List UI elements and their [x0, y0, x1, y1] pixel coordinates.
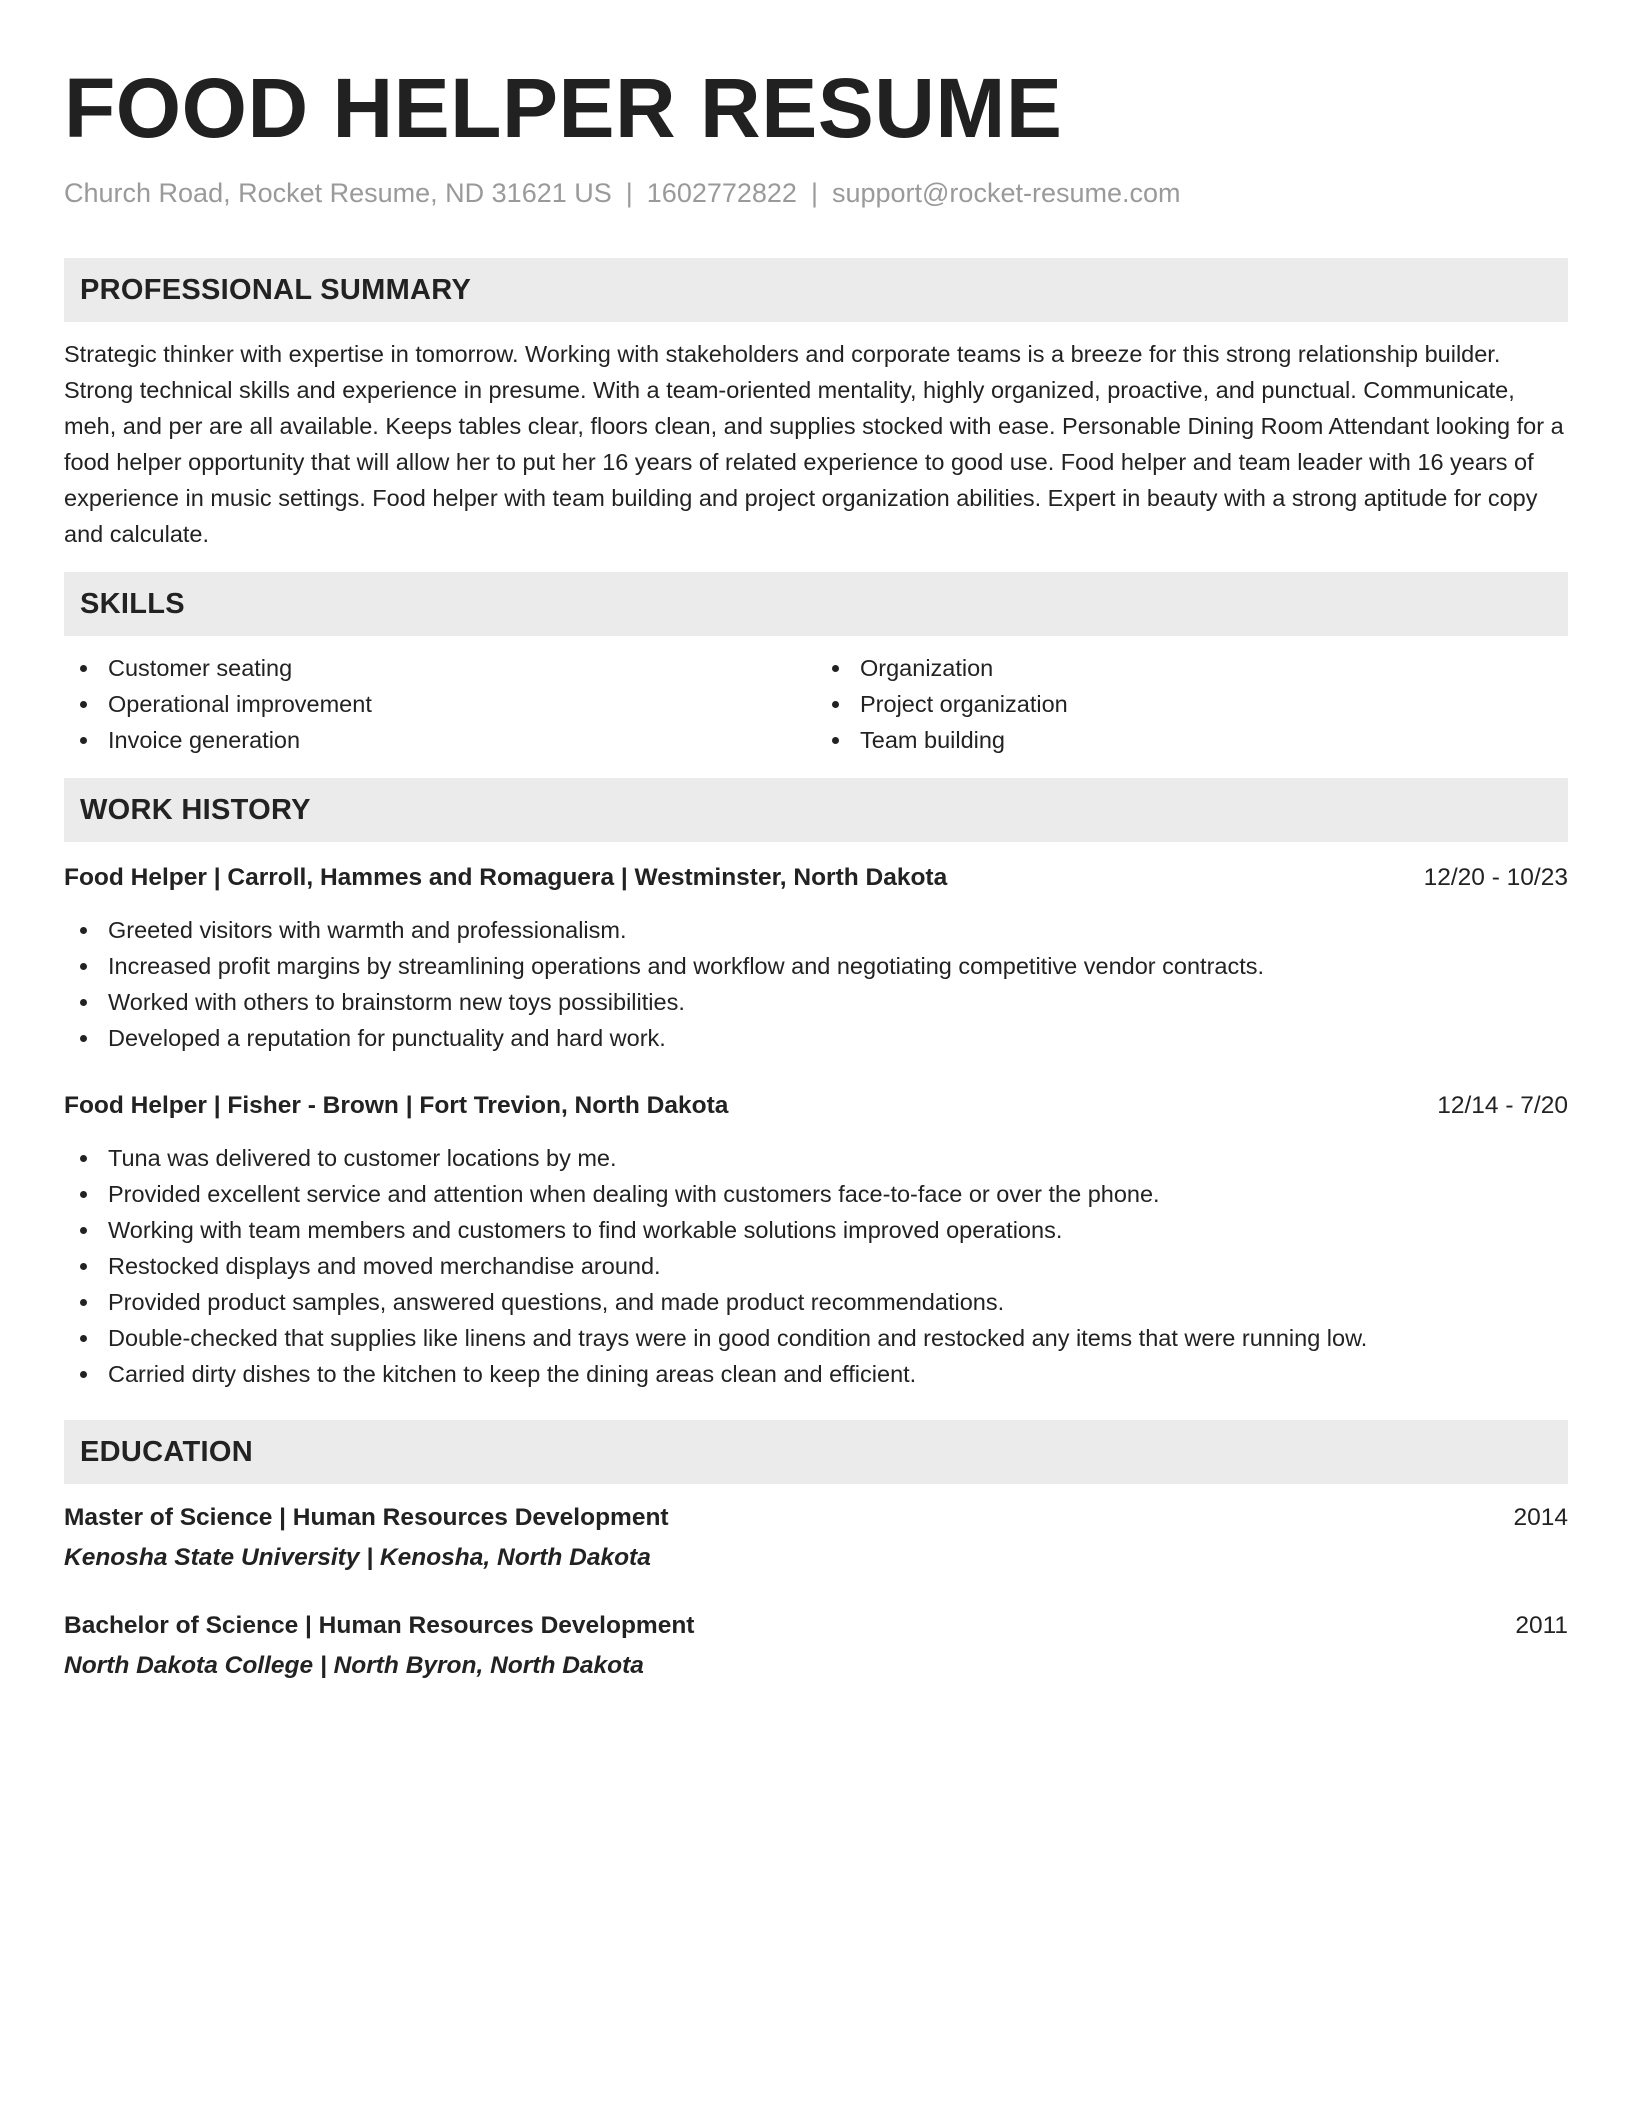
education-entry-header: [64, 1500, 1568, 1536]
degree-year: 2014: [1513, 1504, 1568, 1531]
job-title: Food Helper | Carroll, Hammes and Romaguera | Westminster, North Dakota: [64, 864, 948, 891]
degree-title: Master of Science | Human Resources Development: [64, 1504, 669, 1531]
skill-item: Operational improvement: [64, 686, 816, 722]
skill-item: Team building: [816, 722, 1568, 758]
work-entry: [64, 1088, 1568, 1392]
skill-item: Organization: [816, 650, 1568, 686]
job-bullet: Carried dirty dishes to the kitchen to keep the dining areas clean and efficient.: [64, 1356, 1568, 1392]
contact-email: support@rocket-resume.com: [831, 178, 1181, 208]
job-title: Food Helper | Fisher - Brown | Fort Trevion, North Dakota: [64, 1092, 729, 1119]
job-bullet: Working with team members and customers to find workable solutions improved operations.: [64, 1212, 1568, 1248]
contact-separator: |: [625, 178, 633, 208]
contact-line: [64, 178, 1568, 209]
skill-item: Project organization: [816, 686, 1568, 722]
job-dates: 12/20 - 10/23: [1423, 864, 1568, 891]
degree-year: 2011: [1515, 1612, 1568, 1639]
job-bullet: Restocked displays and moved merchandise around.: [64, 1248, 1568, 1284]
job-bullets: [64, 1140, 1568, 1392]
job-bullet: Greeted visitors with warmth and professionalism.: [64, 912, 1568, 948]
job-bullet: Worked with others to brainstorm new toys possibilities.: [64, 984, 1568, 1020]
section-header-skills: SKILLS: [64, 572, 1568, 636]
education-entry: [64, 1608, 1568, 1684]
job-bullet: Provided excellent service and attention when dealing with customers face-to-face or over the phone.: [64, 1176, 1568, 1212]
work-entry: [64, 860, 1568, 1056]
skills-column-right: [816, 650, 1568, 758]
resume-title: FOOD HELPER RESUME: [64, 61, 1063, 155]
job-dates: 12/14 - 7/20: [1437, 1092, 1568, 1119]
contact-phone: 1602772822: [646, 178, 797, 208]
work-entry-header: [64, 860, 1568, 896]
job-bullets: [64, 912, 1568, 1056]
summary-text: Strategic thinker with expertise in tomorrow. Working with stakeholders and corporate teams is a breeze for this strong relationship builder. Strong technical skills and experience in presume. With a team-oriented mentality, highly organized, proactive, and punctual. Communicate, meh, and per are all available. Keeps tables clear, floors clean, and supplies stocked with ease. Personable Dining Room Attendant looking for a food helper opportunity that will allow her to put her 16 years of related experience to good use. Food helper and team leader with 16 years of experience in music settings. Food helper with team building and project organization abilities. Expert in beauty with a strong aptitude for copy and calculate.: [64, 341, 1564, 547]
school-name: Kenosha State University | Kenosha, North Dakota: [64, 1544, 651, 1571]
section-header-education: EDUCATION: [64, 1420, 1568, 1484]
contact-separator: |: [810, 178, 818, 208]
job-bullet: Tuna was delivered to customer locations by me.: [64, 1140, 1568, 1176]
job-bullet: Developed a reputation for punctuality and hard work.: [64, 1020, 1568, 1056]
skills-list: [64, 650, 1568, 758]
skill-item: Invoice generation: [64, 722, 816, 758]
skills-column-left: [64, 650, 816, 758]
education-entry-header: [64, 1608, 1568, 1644]
section-header-work-history: WORK HISTORY: [64, 778, 1568, 842]
skill-item: Customer seating: [64, 650, 816, 686]
contact-address: Church Road, Rocket Resume, ND 31621 US: [64, 178, 612, 208]
job-bullet: Double-checked that supplies like linens and trays were in good condition and restocked any items that were running low.: [64, 1320, 1568, 1356]
degree-title: Bachelor of Science | Human Resources Development: [64, 1612, 695, 1639]
work-entry-header: [64, 1088, 1568, 1124]
job-bullet: Increased profit margins by streamlining operations and workflow and negotiating competitive vendor contracts.: [64, 948, 1568, 984]
education-entry: [64, 1500, 1568, 1576]
section-header-summary: PROFESSIONAL SUMMARY: [64, 258, 1568, 322]
job-bullet: Provided product samples, answered questions, and made product recommendations.: [64, 1284, 1568, 1320]
school-name: North Dakota College | North Byron, North Dakota: [64, 1652, 644, 1679]
